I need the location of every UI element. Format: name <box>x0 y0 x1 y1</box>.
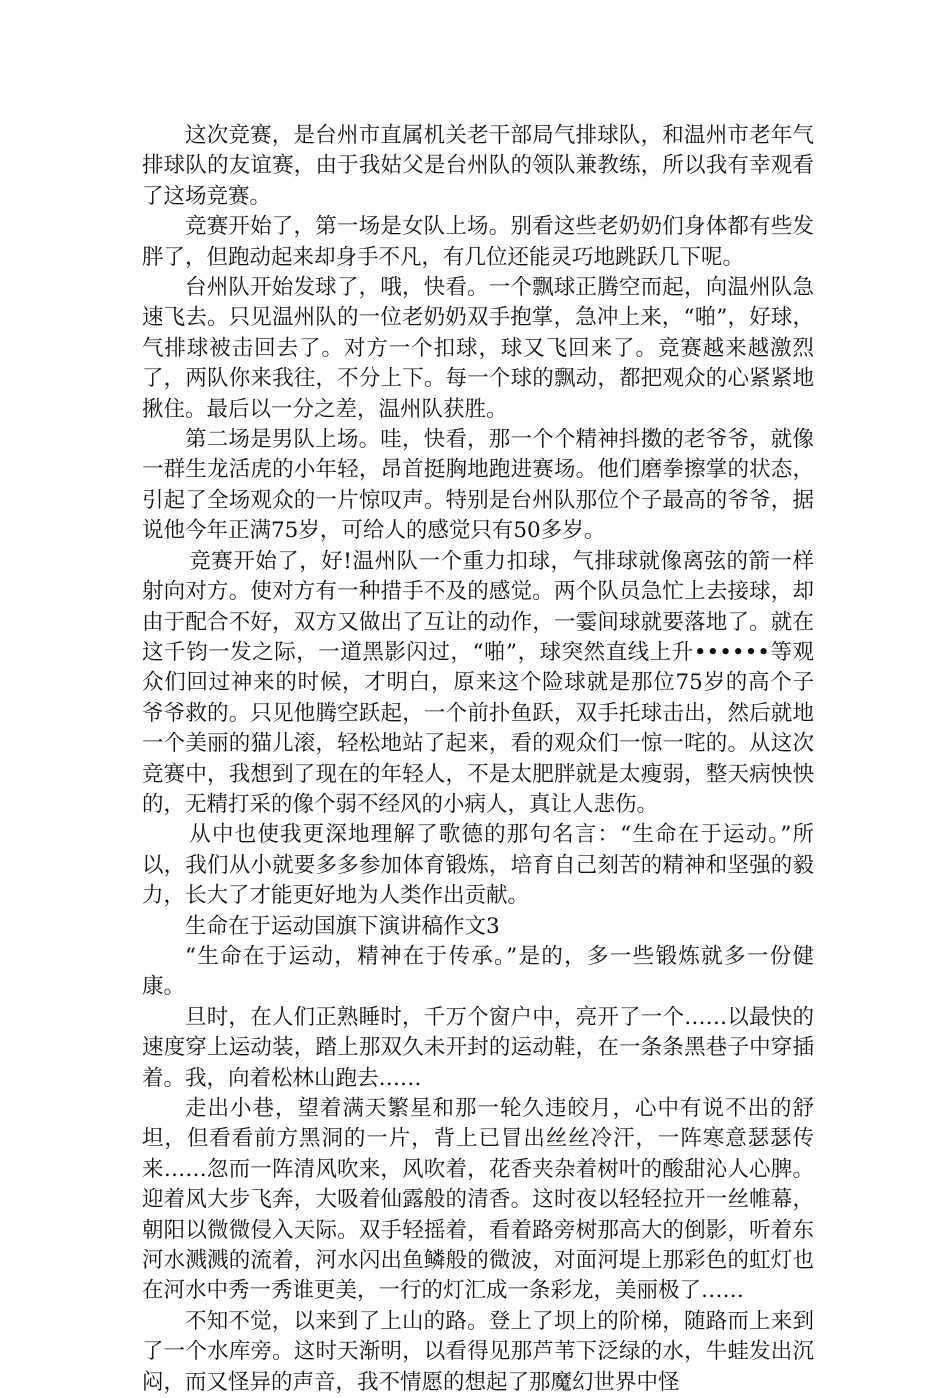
paragraph: 竞赛开始了，第一场是女队上场。别看这些老奶奶们身体都有些发胖了，但跑动起来却身手不凡，有几位还能灵巧地跳跃几下呢。 <box>142 214 814 270</box>
paragraph: 竞赛开始了，好!温州队一个重力扣球，气排球就像离弦的箭一样射向对方。使对方有一种措手不及的感觉。两个队员急忙上去接球，却由于配合不好，双方又做出了互让的动作，一霎间球就要落地了。就在这千钧一发之际，一道黑影闪过，“啪”，球突然直线上升••••••等观众们回过神来的时候，才明白，原来这个险球就是那位75岁的高个子爷爷救的。只见他腾空跃起，一个前扑鱼跃，双手托球击出，然后就地一个美丽的猫儿滚，轻松地站了起来，看的观众们一惊一咤的。从这次竞赛中，我想到了现在的年轻人，不是太肥胖就是太瘦弱，整天病怏怏的，无精打采的像个弱不经风的小病人，真让人悲伤。 <box>142 548 814 817</box>
paragraph: 走出小巷，望着满天繁星和那一轮久违皎月，心中有说不出的舒坦，但看看前方黑洞的一片，背上已冒出丝丝冷汗，一阵寒意瑟瑟传来……忽而一阵清风吹来，风吹着，花香夹杂着树叶的酸甜沁人心脾。迎着风大步飞奔，大吸着仙露般的清香。这时夜以轻轻拉开一丝帷幕，朝阳以微微侵入天际。双手轻摇着，看着路旁树那高大的倒影，听着东河水溅溅的流着，河水闪出鱼鳞般的微波，对面河堤上那彩色的虹灯也在河水中秀一秀谁更美，一行的灯汇成一条彩龙，美丽极了…… <box>142 1096 814 1304</box>
paragraph: 第二场是男队上场。哇，快看，那一个个精神抖擞的老爷爷，就像一群生龙活虎的小年轻，昂首挺胸地跑进赛场。他们磨拳擦掌的状态，引起了全场观众的一片惊叹声。特别是台州队那位个子最高的爷爷，据说他今年正满75岁，可给人的感觉只有50多岁。 <box>142 427 814 544</box>
paragraph: “生命在于运动，精神在于传承。”是的，多一些锻炼就多一份健康。 <box>142 943 814 1000</box>
paragraph: 台州队开始发球了，哦，快看。一个飘球正腾空而起，向温州队急速飞去。只见温州队的一位老奶奶双手抱掌，急冲上来，“啪”，好球，气排球被击回去了。对方一个扣球，球又飞回来了。竞赛越来越激烈了，两队你来我往，不分上下。每一个球的飘动，都把观众的心紧紧地揪住。最后以一分之差，温州队获胜。 <box>142 275 814 422</box>
document-body <box>142 121 814 1398</box>
paragraph: 从中也使我更深地理解了歌德的那句名言：“生命在于运动。”所以，我们从小就要多多参加体育锻炼，培育自己刻苦的精神和坚强的毅力，长大了才能更好地为人类作出贡献。 <box>142 822 814 909</box>
paragraph: 旦时，在人们正熟睡时，千万个窗户中，亮开了一个……以最快的速度穿上运动装，踏上那双久未开封的运动鞋，在一条条黑巷子中穿插着。我，向着松林山跑去…… <box>142 1004 814 1091</box>
paragraph: 不知不觉，以来到了上山的路。登上了坝上的阶梯，随路而上来到了一个水库旁。这时天渐明，以看得见那芦苇下泛绿的水，牛蛙发出沉闷，而又怪异的声音，我不情愿的想起了那魔幻世界中怪 <box>142 1308 814 1395</box>
section-heading: 生命在于运动国旗下演讲稿作文3 <box>185 913 500 939</box>
paragraph: 这次竞赛，是台州市直属机关老干部局气排球队，和温州市老年气排球队的友谊赛，由于我姑父是台州队的领队兼教练，所以我有幸观看了这场竞赛。 <box>142 123 814 209</box>
